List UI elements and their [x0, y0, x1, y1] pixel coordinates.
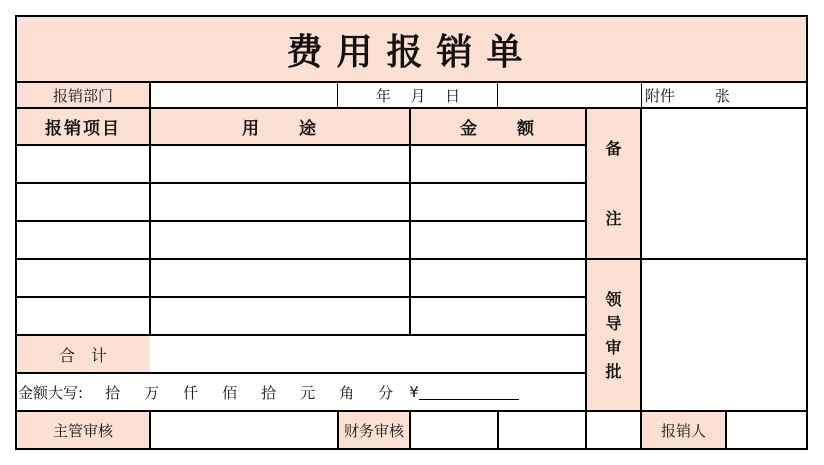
amount-blank-line [419, 385, 519, 400]
leader-approval-input[interactable] [641, 260, 807, 411]
finance-input-3[interactable] [586, 411, 641, 449]
finance-label: 财务审核 [338, 411, 410, 449]
date-month-label: 月 [410, 86, 426, 105]
supervisor-input[interactable] [150, 411, 338, 449]
amount-cell-2[interactable] [410, 183, 586, 221]
finance-input-1[interactable] [410, 411, 498, 449]
unit-shi-1: 拾 [105, 383, 121, 402]
date-extra-cell[interactable] [498, 82, 641, 108]
claimant-input[interactable] [726, 411, 807, 449]
amount-cell-1[interactable] [410, 145, 586, 183]
approval-char-2: 导 [605, 313, 622, 333]
item-cell-3[interactable] [16, 221, 150, 259]
remarks-char-1: 备 [605, 139, 622, 158]
date-year-label: 年 [375, 86, 391, 105]
unit-shi-2: 拾 [261, 383, 277, 402]
total-label: 合 计 [16, 335, 150, 373]
purpose-cell-5[interactable] [150, 297, 410, 335]
purpose-cell-3[interactable] [150, 221, 410, 259]
date-field[interactable] [338, 82, 498, 108]
unit-yuan: 元 [300, 383, 316, 402]
attachment-label: 附件 [645, 86, 676, 105]
total-input[interactable] [150, 335, 586, 373]
approval-char-3: 审 [605, 337, 622, 357]
header-amount: 金 额 [410, 108, 586, 145]
attachment-field[interactable] [641, 82, 807, 108]
remarks-label [586, 108, 641, 260]
remarks-char-2: 注 [605, 209, 622, 228]
dept-label: 报销部门 [16, 82, 150, 108]
amount-cell-4[interactable] [410, 259, 586, 297]
claimant-label: 报销人 [641, 411, 726, 449]
dept-input[interactable] [150, 82, 338, 108]
approval-char-1: 领 [605, 289, 622, 309]
attachment-unit: 张 [715, 86, 731, 105]
amount-in-words-row[interactable] [16, 373, 586, 411]
unit-jiao: 角 [339, 383, 355, 402]
header-purpose: 用 途 [150, 108, 410, 145]
amount-cell-3[interactable] [410, 221, 586, 259]
item-cell-4[interactable] [16, 259, 150, 297]
approval-char-4: 批 [605, 361, 622, 381]
purpose-cell-4[interactable] [150, 259, 410, 297]
unit-qian: 仟 [183, 383, 199, 402]
item-cell-1[interactable] [16, 145, 150, 183]
amount-words-label: 金额大写: [18, 383, 84, 402]
remarks-input[interactable] [641, 108, 807, 260]
item-cell-2[interactable] [16, 183, 150, 221]
unit-wan: 万 [144, 383, 160, 402]
purpose-cell-1[interactable] [150, 145, 410, 183]
unit-fen: 分 [378, 383, 394, 402]
currency-symbol: ¥ [409, 383, 419, 401]
amount-cell-5[interactable] [410, 297, 586, 335]
finance-input-2[interactable] [498, 411, 586, 449]
date-day-label: 日 [445, 86, 461, 105]
item-cell-5[interactable] [16, 297, 150, 335]
supervisor-label: 主管审核 [16, 411, 150, 449]
form-title: 费用报销单 [16, 16, 807, 82]
purpose-cell-2[interactable] [150, 183, 410, 221]
header-item: 报销项目 [16, 108, 150, 145]
unit-bai: 佰 [222, 383, 238, 402]
leader-approval-label [586, 260, 641, 411]
